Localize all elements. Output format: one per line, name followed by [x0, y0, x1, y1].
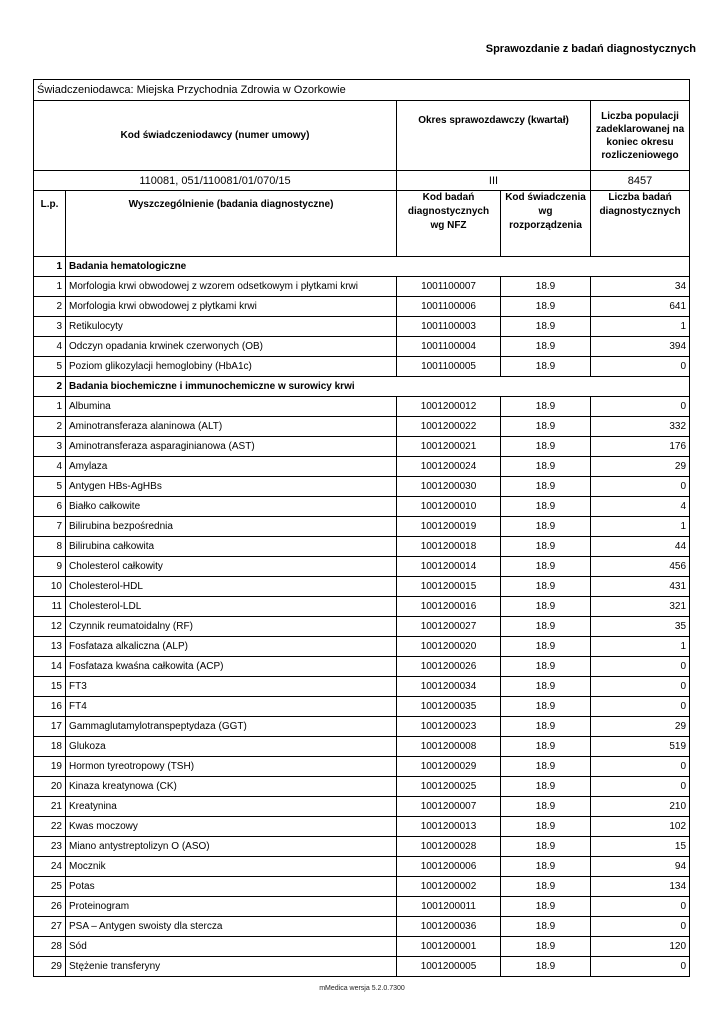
row-test-name: Glukoza	[66, 737, 397, 757]
row-test-name: Albumina	[66, 397, 397, 417]
row-nfz-code: 1001200030	[397, 477, 501, 497]
row-lp: 6	[34, 497, 66, 517]
row-count: 641	[591, 297, 690, 317]
row-service-code: 18.9	[501, 517, 591, 537]
row-count: 0	[591, 917, 690, 937]
row-test-name: Bilirubina całkowita	[66, 537, 397, 557]
table-row	[34, 417, 690, 437]
table-row	[34, 357, 690, 377]
row-lp: 23	[34, 837, 66, 857]
row-count: 431	[591, 577, 690, 597]
row-count: 0	[591, 657, 690, 677]
row-service-code: 18.9	[501, 417, 591, 437]
col-nfz-header: Kod badań diagnostycznych wg NFZ	[397, 191, 501, 257]
row-nfz-code: 1001200034	[397, 677, 501, 697]
row-nfz-code: 1001100003	[397, 317, 501, 337]
row-count: 15	[591, 837, 690, 857]
table-row	[34, 517, 690, 537]
table-row	[34, 397, 690, 417]
row-count: 34	[591, 277, 690, 297]
row-lp: 3	[34, 437, 66, 457]
row-service-code: 18.9	[501, 597, 591, 617]
row-count: 35	[591, 617, 690, 637]
row-test-name: Antygen HBs-AgHBs	[66, 477, 397, 497]
row-lp: 28	[34, 937, 66, 957]
row-lp: 3	[34, 317, 66, 337]
row-test-name: Kinaza kreatynowa (CK)	[66, 777, 397, 797]
row-test-name: Poziom glikozylacji hemoglobiny (HbA1c)	[66, 357, 397, 377]
row-nfz-code: 1001100007	[397, 277, 501, 297]
row-test-name: Fosfataza alkaliczna (ALP)	[66, 637, 397, 657]
row-lp: 1	[34, 397, 66, 417]
row-service-code: 18.9	[501, 777, 591, 797]
row-lp: 20	[34, 777, 66, 797]
row-nfz-code: 1001200020	[397, 637, 501, 657]
table-row	[34, 737, 690, 757]
provider-code-label: Kod świadczeniodawcy (numer umowy)	[34, 101, 397, 171]
row-lp: 4	[34, 457, 66, 477]
row-service-code: 18.9	[501, 557, 591, 577]
provider-code-value: 110081, 051/110081/01/070/15	[34, 171, 397, 191]
row-count: 1	[591, 637, 690, 657]
period-value: III	[397, 171, 591, 191]
row-lp: 22	[34, 817, 66, 837]
row-service-code: 18.9	[501, 397, 591, 417]
row-service-code: 18.9	[501, 277, 591, 297]
table-row	[34, 697, 690, 717]
row-service-code: 18.9	[501, 497, 591, 517]
row-service-code: 18.9	[501, 957, 591, 977]
row-lp: 18	[34, 737, 66, 757]
row-test-name: Cholesterol-LDL	[66, 597, 397, 617]
row-nfz-code: 1001200016	[397, 597, 501, 617]
row-service-code: 18.9	[501, 857, 591, 877]
table-row	[34, 317, 690, 337]
row-service-code: 18.9	[501, 357, 591, 377]
population-label: Liczba populacji zadeklarowanej na koniec okresu rozliczeniowego	[591, 101, 690, 171]
row-service-code: 18.9	[501, 757, 591, 777]
row-test-name: Bilirubina bezpośrednia	[66, 517, 397, 537]
row-count: 210	[591, 797, 690, 817]
row-nfz-code: 1001200013	[397, 817, 501, 837]
row-test-name: Aminotransferaza alaninowa (ALT)	[66, 417, 397, 437]
col-count-header: Liczba badań diagnostycznych	[591, 191, 690, 257]
table-row	[34, 777, 690, 797]
row-count: 321	[591, 597, 690, 617]
row-lp: 7	[34, 517, 66, 537]
table-row	[34, 917, 690, 937]
table-row	[34, 717, 690, 737]
table-row	[34, 877, 690, 897]
row-lp: 2	[34, 297, 66, 317]
row-lp: 29	[34, 957, 66, 977]
row-lp: 15	[34, 677, 66, 697]
row-service-code: 18.9	[501, 677, 591, 697]
row-lp: 5	[34, 357, 66, 377]
row-service-code: 18.9	[501, 697, 591, 717]
row-nfz-code: 1001200007	[397, 797, 501, 817]
row-service-code: 18.9	[501, 337, 591, 357]
row-service-code: 18.9	[501, 717, 591, 737]
row-nfz-code: 1001200010	[397, 497, 501, 517]
row-lp: 24	[34, 857, 66, 877]
table-row	[34, 857, 690, 877]
row-nfz-code: 1001200029	[397, 757, 501, 777]
table-row	[34, 657, 690, 677]
row-count: 0	[591, 697, 690, 717]
section-number: 1	[34, 257, 66, 277]
row-count: 94	[591, 857, 690, 877]
row-count: 0	[591, 357, 690, 377]
row-service-code: 18.9	[501, 917, 591, 937]
row-lp: 25	[34, 877, 66, 897]
row-test-name: Odczyn opadania krwinek czerwonych (OB)	[66, 337, 397, 357]
provider-line: Świadczeniodawca: Miejska Przychodnia Zdrowia w Ozorkowie	[34, 80, 690, 101]
row-service-code: 18.9	[501, 877, 591, 897]
population-value: 8457	[591, 171, 690, 191]
row-test-name: Czynnik reumatoidalny (RF)	[66, 617, 397, 637]
row-nfz-code: 1001200027	[397, 617, 501, 637]
row-lp: 26	[34, 897, 66, 917]
row-service-code: 18.9	[501, 537, 591, 557]
row-nfz-code: 1001100004	[397, 337, 501, 357]
row-nfz-code: 1001200014	[397, 557, 501, 577]
section-row	[34, 257, 690, 277]
col-rozp-header: Kod świadczenia wg rozporządzenia	[501, 191, 591, 257]
row-test-name: Cholesterol całkowity	[66, 557, 397, 577]
row-lp: 16	[34, 697, 66, 717]
row-count: 519	[591, 737, 690, 757]
row-lp: 14	[34, 657, 66, 677]
row-test-name: FT3	[66, 677, 397, 697]
row-nfz-code: 1001200035	[397, 697, 501, 717]
row-service-code: 18.9	[501, 577, 591, 597]
table-row	[34, 937, 690, 957]
row-test-name: Morfologia krwi obwodowej z płytkami krwi	[66, 297, 397, 317]
row-count: 0	[591, 897, 690, 917]
row-service-code: 18.9	[501, 937, 591, 957]
row-service-code: 18.9	[501, 837, 591, 857]
row-test-name: Cholesterol-HDL	[66, 577, 397, 597]
section-name: Badania hematologiczne	[66, 257, 690, 277]
table-row	[34, 437, 690, 457]
row-test-name: Potas	[66, 877, 397, 897]
row-count: 134	[591, 877, 690, 897]
row-nfz-code: 1001200006	[397, 857, 501, 877]
row-lp: 11	[34, 597, 66, 617]
row-test-name: Fosfataza kwaśna całkowita (ACP)	[66, 657, 397, 677]
row-count: 394	[591, 337, 690, 357]
row-service-code: 18.9	[501, 797, 591, 817]
section-name: Badania biochemiczne i immunochemiczne w surowicy krwi	[66, 377, 690, 397]
row-nfz-code: 1001200002	[397, 877, 501, 897]
table-row	[34, 457, 690, 477]
row-nfz-code: 1001200026	[397, 657, 501, 677]
table-row	[34, 337, 690, 357]
row-nfz-code: 1001200036	[397, 917, 501, 937]
row-count: 1	[591, 517, 690, 537]
row-service-code: 18.9	[501, 617, 591, 637]
col-lp-header: L.p.	[34, 191, 66, 257]
period-label: Okres sprawozdawczy (kwartał)	[397, 101, 591, 171]
row-lp: 4	[34, 337, 66, 357]
row-test-name: Amylaza	[66, 457, 397, 477]
row-nfz-code: 1001200022	[397, 417, 501, 437]
row-nfz-code: 1001200024	[397, 457, 501, 477]
table-row	[34, 637, 690, 657]
table-row	[34, 797, 690, 817]
row-count: 332	[591, 417, 690, 437]
row-service-code: 18.9	[501, 457, 591, 477]
table-row	[34, 497, 690, 517]
table-row	[34, 617, 690, 637]
row-test-name: Stężenie transferyny	[66, 957, 397, 977]
table-row	[34, 757, 690, 777]
footer-version: mMedica wersja 5.2.0.7300	[319, 985, 405, 992]
row-count: 4	[591, 497, 690, 517]
row-count: 44	[591, 537, 690, 557]
table-row	[34, 297, 690, 317]
table-row	[34, 677, 690, 697]
row-count: 176	[591, 437, 690, 457]
row-lp: 19	[34, 757, 66, 777]
row-test-name: Hormon tyreotropowy (TSH)	[66, 757, 397, 777]
table-row	[34, 537, 690, 557]
section-row	[34, 377, 690, 397]
table-row	[34, 897, 690, 917]
row-test-name: Kwas moczowy	[66, 817, 397, 837]
row-lp: 9	[34, 557, 66, 577]
row-service-code: 18.9	[501, 657, 591, 677]
row-test-name: FT4	[66, 697, 397, 717]
table-row	[34, 957, 690, 977]
table-row	[34, 277, 690, 297]
row-test-name: Morfologia krwi obwodowej z wzorem odsetkowym i płytkami krwi	[66, 277, 397, 297]
row-test-name: Proteinogram	[66, 897, 397, 917]
row-count: 29	[591, 457, 690, 477]
col-name-header: Wyszczególnienie (badania diagnostyczne)	[66, 191, 397, 257]
row-count: 456	[591, 557, 690, 577]
row-lp: 1	[34, 277, 66, 297]
row-service-code: 18.9	[501, 477, 591, 497]
row-count: 0	[591, 757, 690, 777]
row-nfz-code: 1001200019	[397, 517, 501, 537]
report-table	[33, 79, 690, 977]
row-service-code: 18.9	[501, 737, 591, 757]
row-count: 0	[591, 397, 690, 417]
row-nfz-code: 1001200012	[397, 397, 501, 417]
row-lp: 17	[34, 717, 66, 737]
row-lp: 21	[34, 797, 66, 817]
table-row	[34, 577, 690, 597]
row-count: 120	[591, 937, 690, 957]
row-lp: 10	[34, 577, 66, 597]
row-lp: 5	[34, 477, 66, 497]
report-title: Sprawozdanie z badań diagnostycznych	[485, 43, 696, 55]
row-lp: 8	[34, 537, 66, 557]
row-count: 0	[591, 677, 690, 697]
row-nfz-code: 1001200001	[397, 937, 501, 957]
row-test-name: Kreatynina	[66, 797, 397, 817]
row-lp: 2	[34, 417, 66, 437]
row-nfz-code: 1001200028	[397, 837, 501, 857]
row-service-code: 18.9	[501, 897, 591, 917]
row-lp: 27	[34, 917, 66, 937]
row-nfz-code: 1001100006	[397, 297, 501, 317]
row-service-code: 18.9	[501, 817, 591, 837]
row-test-name: PSA – Antygen swoisty dla stercza	[66, 917, 397, 937]
row-count: 29	[591, 717, 690, 737]
row-test-name: Gammaglutamylotranspeptydaza (GGT)	[66, 717, 397, 737]
row-count: 0	[591, 777, 690, 797]
row-count: 0	[591, 477, 690, 497]
row-service-code: 18.9	[501, 297, 591, 317]
row-count: 0	[591, 957, 690, 977]
row-nfz-code: 1001200023	[397, 717, 501, 737]
row-lp: 13	[34, 637, 66, 657]
section-number: 2	[34, 377, 66, 397]
row-service-code: 18.9	[501, 317, 591, 337]
row-lp: 12	[34, 617, 66, 637]
row-test-name: Białko całkowite	[66, 497, 397, 517]
row-service-code: 18.9	[501, 437, 591, 457]
row-nfz-code: 1001200015	[397, 577, 501, 597]
row-nfz-code: 1001200011	[397, 897, 501, 917]
table-row	[34, 557, 690, 577]
row-nfz-code: 1001200005	[397, 957, 501, 977]
row-test-name: Retikulocyty	[66, 317, 397, 337]
row-nfz-code: 1001200025	[397, 777, 501, 797]
row-test-name: Miano antystreptolizyn O (ASO)	[66, 837, 397, 857]
table-row	[34, 477, 690, 497]
row-nfz-code: 1001100005	[397, 357, 501, 377]
row-service-code: 18.9	[501, 637, 591, 657]
row-nfz-code: 1001200008	[397, 737, 501, 757]
row-test-name: Mocznik	[66, 857, 397, 877]
table-row	[34, 817, 690, 837]
table-row	[34, 597, 690, 617]
row-count: 1	[591, 317, 690, 337]
row-nfz-code: 1001200021	[397, 437, 501, 457]
row-count: 102	[591, 817, 690, 837]
table-row	[34, 837, 690, 857]
row-test-name: Aminotransferaza asparaginianowa (AST)	[66, 437, 397, 457]
row-test-name: Sód	[66, 937, 397, 957]
row-nfz-code: 1001200018	[397, 537, 501, 557]
